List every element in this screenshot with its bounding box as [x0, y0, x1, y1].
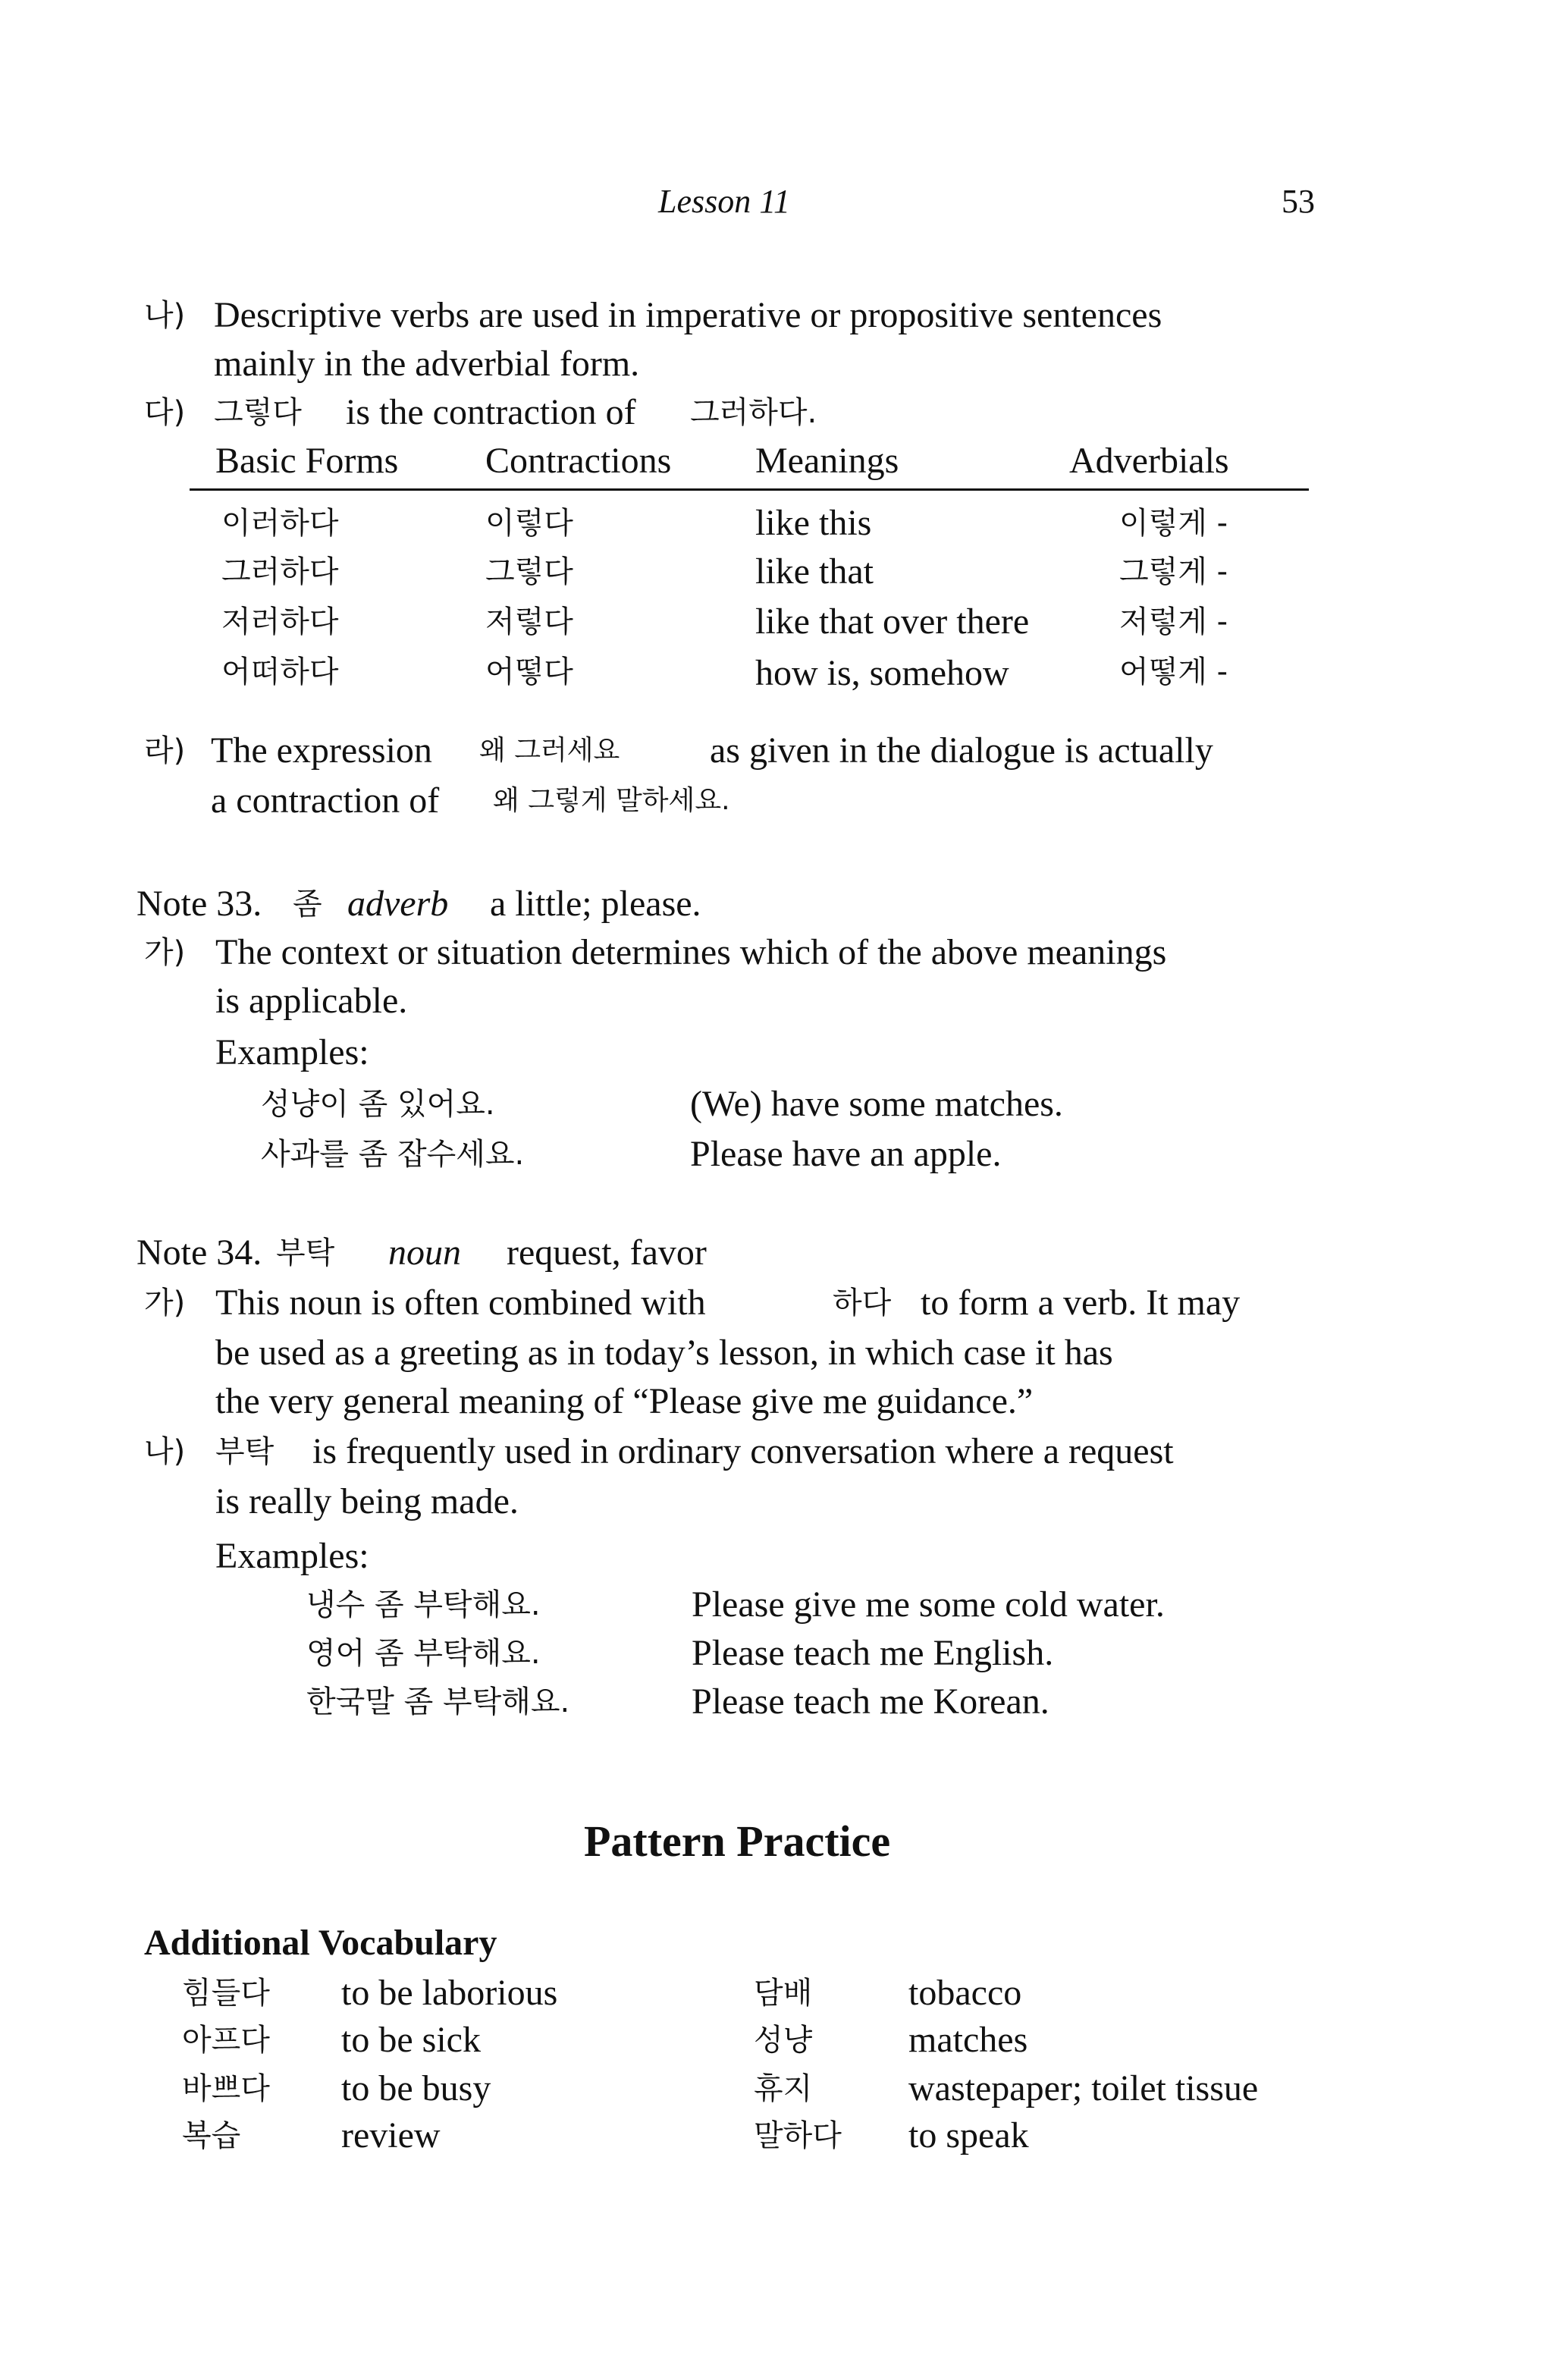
table-cell: 저렇게 -	[1119, 604, 1228, 639]
table-cell: 저러하다	[221, 604, 339, 639]
paragraph-line: mainly in the adverbial form.	[214, 344, 640, 384]
vocab-english: matches	[908, 2020, 1028, 2060]
examples-label: Examples:	[215, 1536, 369, 1576]
vocab-korean: 휴지	[754, 2071, 813, 2106]
vocab-english: wastepaper; toilet tissue	[908, 2068, 1259, 2108]
example-english: Please give me some cold water.	[692, 1584, 1165, 1625]
example-korean: 냉수 좀 부탁해요.	[306, 1587, 541, 1622]
table-cell: 그렇게 -	[1119, 554, 1228, 589]
paragraph-text: is frequently used in ordinary conversation where a request	[312, 1431, 1174, 1471]
item-label-ga: 가)	[144, 935, 186, 970]
table-cell: 그렇다	[485, 554, 573, 589]
note-part-of-speech: noun	[388, 1232, 461, 1273]
table-cell: 그러하다	[221, 554, 339, 589]
korean-term: 왜 그러세요	[479, 735, 620, 766]
example-korean: 영어 좀 부탁해요.	[306, 1636, 541, 1671]
table-cell: 이렇게 -	[1119, 506, 1228, 541]
table-cell: 어떠하다	[221, 655, 339, 689]
vocab-english: to be laborious	[341, 1973, 558, 2013]
paragraph-line: The context or situation determines which of the above meanings	[215, 932, 1167, 972]
korean-term: 부탁	[215, 1434, 275, 1469]
note-gloss: a little; please.	[490, 884, 701, 924]
page-number: 53	[1282, 183, 1315, 220]
table-cell: like that	[755, 551, 874, 592]
vocab-korean: 바쁘다	[182, 2071, 270, 2106]
vocab-english: to be sick	[341, 2020, 481, 2060]
vocab-korean: 성냥	[754, 2023, 813, 2058]
examples-label: Examples:	[215, 1032, 369, 1072]
item-label-ga: 가)	[144, 1286, 186, 1320]
vocab-english: review	[341, 2115, 441, 2156]
vocab-english: to speak	[908, 2115, 1029, 2156]
item-label-ra: 라)	[144, 733, 186, 768]
paragraph-text: The expression	[211, 730, 432, 771]
note-number: Note 33.	[136, 884, 262, 924]
vocab-korean: 말하다	[754, 2118, 842, 2153]
table-cell: like that over there	[755, 601, 1030, 642]
korean-term: 그렇다	[214, 395, 302, 430]
vocab-korean: 복습	[182, 2118, 241, 2153]
item-label-na: 나)	[144, 298, 186, 333]
table-cell: 저렇다	[485, 604, 573, 639]
korean-term: 하다	[833, 1286, 892, 1320]
table-cell: how is, somehow	[755, 653, 1009, 693]
example-korean: 한국말 좀 부탁해요.	[306, 1685, 570, 1719]
running-header-title: Lesson 11	[658, 183, 790, 220]
table-cell: 이러하다	[221, 506, 339, 541]
vocab-english: tobacco	[908, 1973, 1022, 2013]
item-label-da: 다)	[144, 395, 186, 430]
example-english: (We) have some matches.	[690, 1084, 1063, 1124]
example-english: Please teach me English.	[692, 1633, 1054, 1673]
paragraph-text: This noun is often combined with	[215, 1283, 706, 1323]
table-header-meanings: Meanings	[755, 441, 899, 481]
paragraph-text: to form a verb. It may	[921, 1283, 1241, 1323]
table-header-basic-forms: Basic Forms	[215, 441, 399, 481]
vocab-korean: 담배	[754, 1976, 813, 2011]
paragraph-text: as given in the dialogue is actually	[710, 730, 1213, 771]
paragraph-text: is the contraction of	[346, 392, 636, 432]
note-number: Note 34.	[136, 1232, 262, 1273]
paragraph-line: Descriptive verbs are used in imperative or propositive sentences	[214, 295, 1162, 335]
example-english: Please teach me Korean.	[692, 1681, 1049, 1722]
paragraph-line: the very general meaning of “Please give me guidance.”	[215, 1381, 1034, 1421]
table-header-adverbials: Adverbials	[1069, 441, 1229, 481]
subsection-heading: Additional Vocabulary	[144, 1923, 497, 1963]
paragraph-line: is applicable.	[215, 981, 408, 1021]
paragraph-line: be used as a greeting as in today’s lesson, in which case it has	[215, 1333, 1113, 1373]
vocab-korean: 힘들다	[182, 1976, 270, 2011]
note-gloss: request, favor	[507, 1232, 707, 1273]
paragraph-line: is really being made.	[215, 1481, 519, 1521]
item-label-na: 나)	[144, 1434, 186, 1469]
korean-term: 그러하다.	[690, 395, 817, 430]
table-cell: 이렇다	[485, 506, 573, 541]
vocab-korean: 아프다	[182, 2023, 270, 2058]
paragraph-text: a contraction of	[211, 780, 440, 821]
table-cell: 어떻다	[485, 655, 573, 689]
table-rule	[190, 488, 1309, 491]
example-korean: 성냥이 좀 있어요.	[261, 1087, 495, 1122]
note-term: 부탁	[276, 1236, 335, 1270]
table-cell: 어떻게 -	[1119, 655, 1228, 689]
section-heading: Pattern Practice	[584, 1816, 891, 1866]
vocab-english: to be busy	[341, 2068, 491, 2108]
example-korean: 사과를 좀 잡수세요.	[261, 1137, 525, 1172]
table-cell: like this	[755, 503, 872, 543]
example-english: Please have an apple.	[690, 1134, 1002, 1174]
korean-term: 왜 그렇게 말하세요.	[493, 785, 730, 816]
table-header-contractions: Contractions	[485, 441, 672, 481]
note-part-of-speech: adverb	[347, 884, 449, 924]
note-term: 좀	[293, 887, 322, 922]
